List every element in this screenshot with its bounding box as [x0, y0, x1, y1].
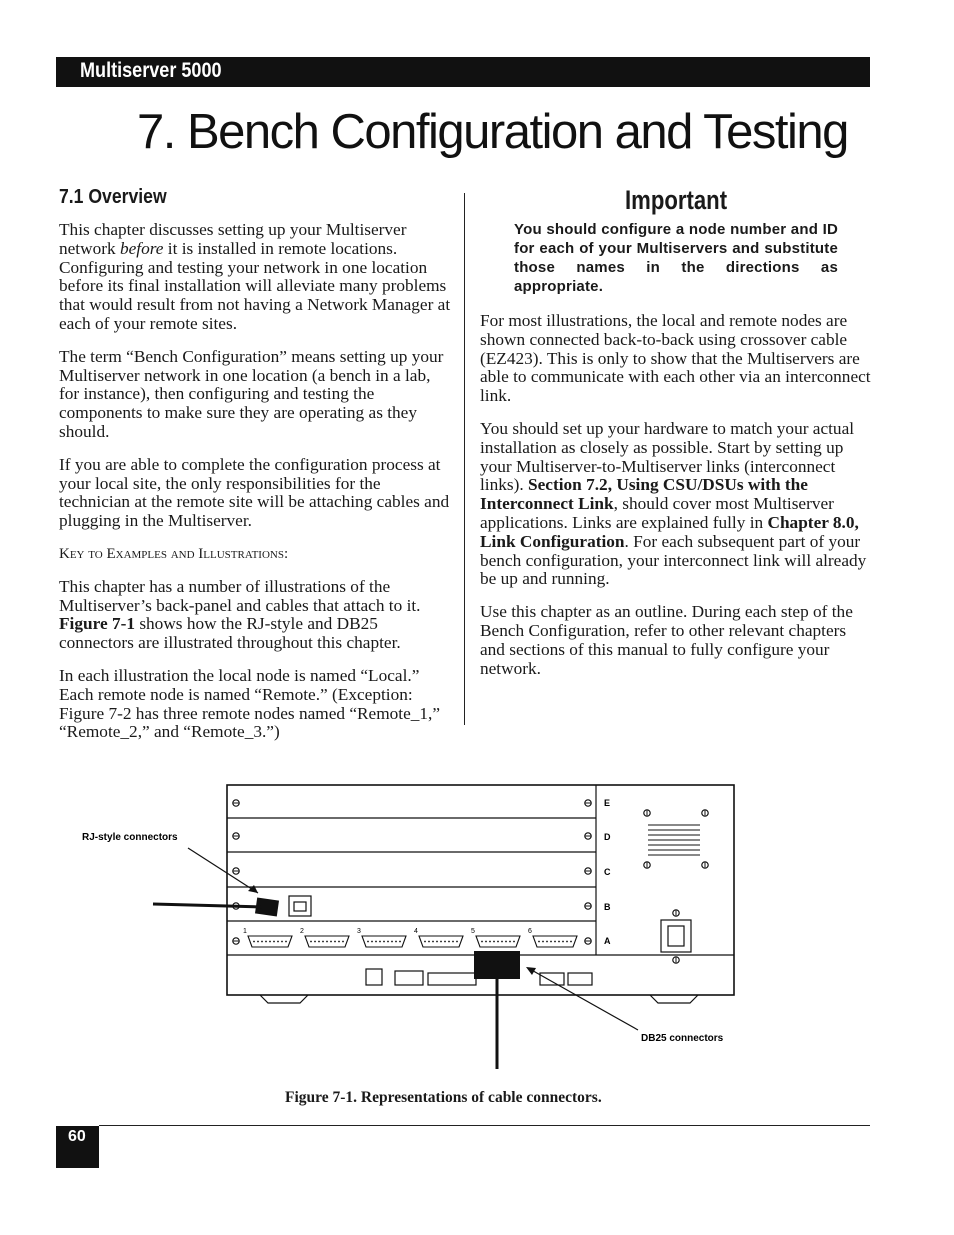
- column-divider: [464, 193, 465, 725]
- db25-ports: [248, 936, 577, 947]
- rj-connectors-label: RJ-style connectors: [82, 832, 178, 843]
- db25-plug: [474, 951, 520, 979]
- rj-pointer: [188, 848, 258, 893]
- port-numbers: [243, 928, 532, 935]
- paragraph: You should set up your hardware to match your actual installation as closely as possible. Start by setting up your Multiserver-to-Multiserver links (interconnect links). Section 7.2, Using CSU/DSUs with the Interconnect Link, should cover most Multiserver applications. Links are explained fully in Chapter 8.0, Link Configuration. For each subsequent part of your bench configuration, your interconnect link will already be up and running.: [480, 418, 867, 589]
- screw-icon: [585, 800, 591, 806]
- screw-icon: [702, 810, 708, 816]
- paragraph: For most illustrations, the local and remote nodes are shown connected back-to-back using crossover cable (EZ423). This is only to show that the Multiservers are able to communicate with each other via an interconnect link.: [480, 311, 871, 406]
- screw-icon: [644, 810, 650, 816]
- db25-port: [248, 936, 292, 947]
- slot-letter: E: [604, 798, 611, 808]
- db25-port: [533, 936, 577, 947]
- screw-icon: [585, 903, 591, 909]
- screw-icon: [644, 862, 650, 868]
- running-header-title: Multiserver 5000: [80, 59, 222, 82]
- screw-icon: [585, 833, 591, 839]
- rj-jack: [289, 896, 311, 916]
- right-foot: [650, 995, 698, 1003]
- left-foot: [260, 995, 308, 1003]
- screw-icon: [673, 957, 679, 963]
- paragraph: If you are able to complete the configuration process at your local site, the only responsibilities for the technician at the remote site will be attaching cables and plugging in the Multiserver.: [59, 454, 450, 531]
- important-text: You should configure a node number and ID for each of your Multiservers and substitute those names in the directions as appropriate.: [514, 221, 838, 295]
- db25-port: [305, 936, 349, 947]
- port-number: 2: [300, 928, 304, 935]
- slot-letter: D: [604, 832, 611, 842]
- db25-connectors-label: DB25 connectors: [641, 1033, 724, 1044]
- rj-plug: [255, 898, 279, 917]
- chapter-title: 7. Bench Configuration and Testing: [137, 105, 848, 159]
- right-column: [480, 312, 872, 692]
- screw-icon: [233, 903, 239, 909]
- screw-icon: [233, 833, 239, 839]
- footer-rule: [99, 1125, 870, 1126]
- screw-icon: [233, 938, 239, 944]
- slot-letter: B: [604, 902, 611, 912]
- running-header: [56, 57, 870, 87]
- slot-letters: [604, 798, 611, 946]
- emphasis: before: [119, 238, 164, 258]
- screw-icon: [233, 800, 239, 806]
- screw-icon: [702, 862, 708, 868]
- port-number: 4: [414, 928, 418, 935]
- db25-port: [476, 936, 520, 947]
- key-heading: Key to Examples and Illustrations:: [59, 545, 289, 562]
- db25-port: [362, 936, 406, 947]
- slot-letter: A: [604, 936, 611, 946]
- db25-pointer: [528, 968, 638, 1030]
- screw-icon: [673, 910, 679, 916]
- port-number: 6: [528, 928, 532, 935]
- figure-caption: Figure 7-1. Representations of cable connectors.: [285, 1089, 602, 1106]
- slot-screws: [233, 800, 708, 963]
- screw-icon: [233, 868, 239, 874]
- important-title: Important: [625, 185, 728, 215]
- rj-cable: [153, 904, 262, 907]
- paragraph: This chapter has a number of illustrations of the Multiserver’s back-panel and cables that attach to it. Figure 7-1 shows how the RJ-style and DB25 connectors are illustrated throughout this chapter.: [59, 576, 421, 653]
- port-number: 5: [471, 928, 475, 935]
- slot-letter: C: [604, 867, 611, 877]
- page-number-box: [56, 1126, 99, 1168]
- screw-icon: [585, 938, 591, 944]
- section-heading: 7.1 Overview: [59, 186, 167, 208]
- port-number: 1: [243, 928, 247, 935]
- left-column: [59, 221, 451, 756]
- port-number: 3: [357, 928, 361, 935]
- power-switch: [661, 920, 691, 952]
- paragraph: The term “Bench Configuration” means setting up your Multiserver network in one location (a bench in a lab, for instance), then configuring and testing the components to make sure they are operating as they should.: [59, 346, 444, 441]
- chassis-outline: [227, 785, 734, 995]
- screw-icon: [585, 868, 591, 874]
- db25-port: [419, 936, 463, 947]
- page-number: 60: [68, 1128, 86, 1145]
- paragraph: Use this chapter as an outline. During each step of the Bench Configuration, refer to other relevant chapters and sections of this manual to fully configure your network.: [480, 602, 853, 678]
- paragraph: This chapter discusses setting up your Multiserver network before it is installed in remote locations. Configuring and testing your network in one location before its final installation will alleviate many problems that would result from not having a Network Manager at each of your remote sites.: [59, 220, 451, 333]
- paragraph: In each illustration the local node is named “Local.” Each remote node is named “Remote.” (Exception: Figure 7-2 has three remote nodes named “Remote_1,” “Remote_2,” and “Remote_3.”): [59, 665, 441, 742]
- fan-grill: [648, 825, 700, 855]
